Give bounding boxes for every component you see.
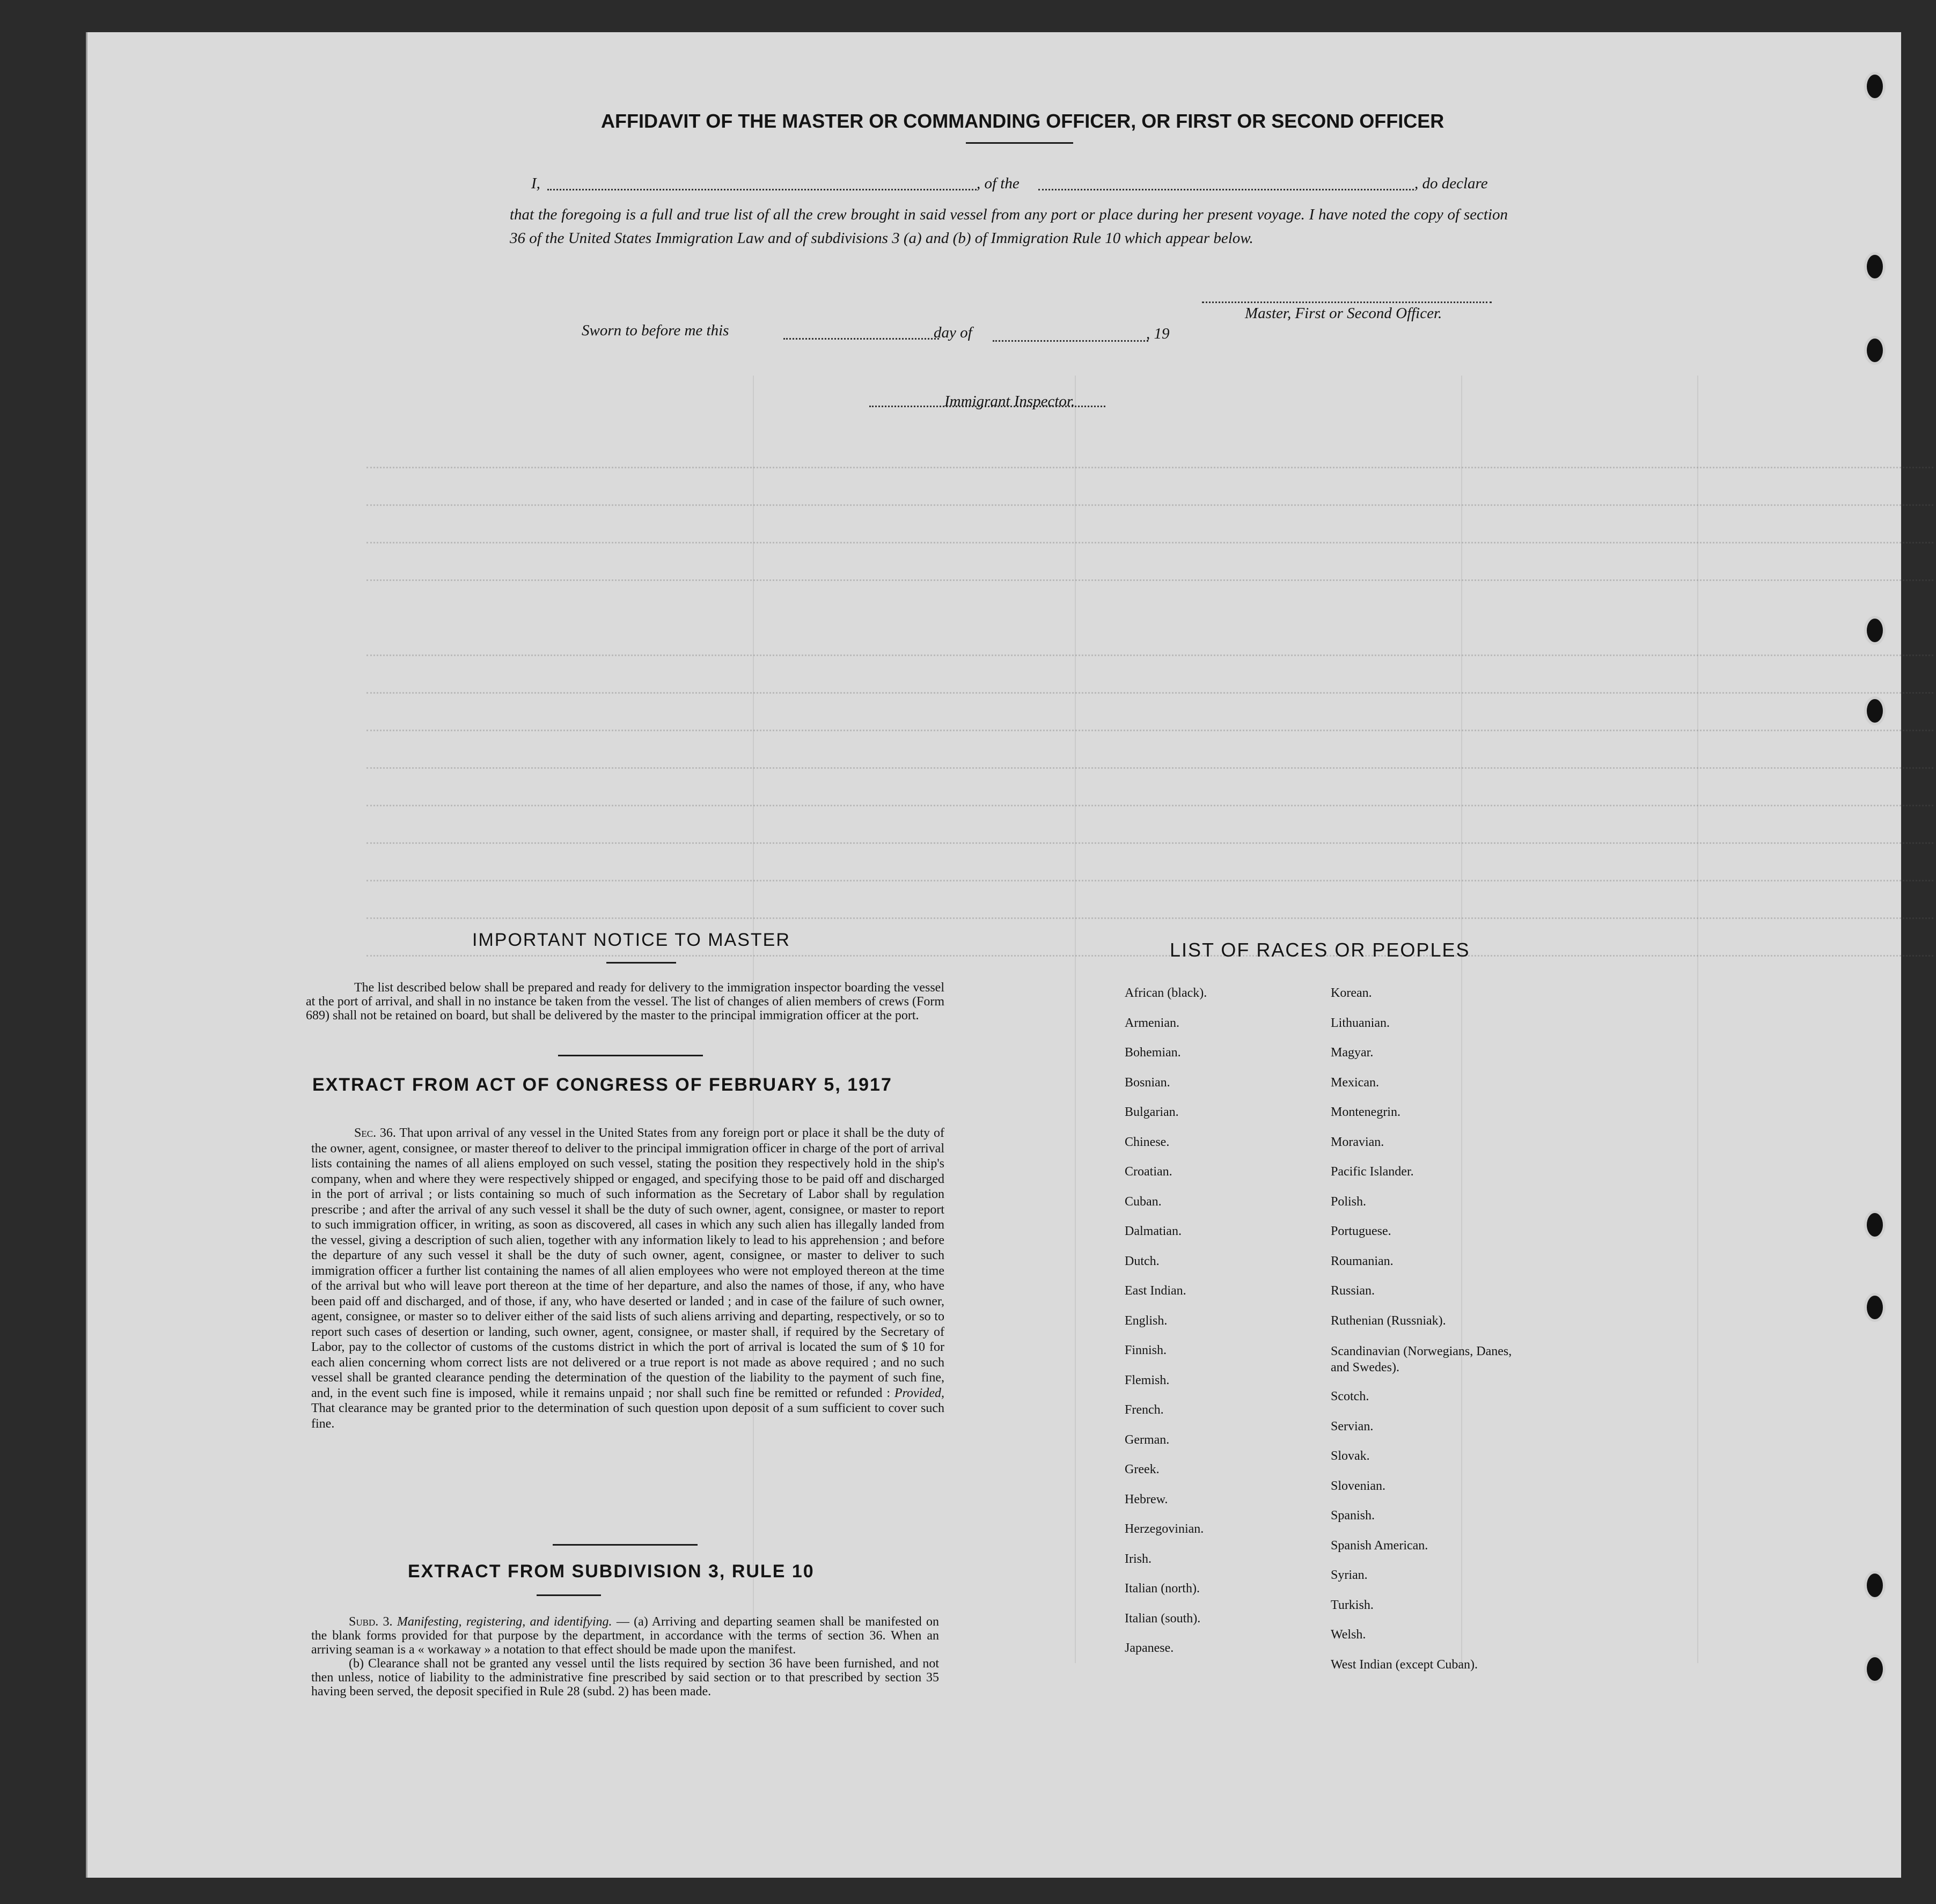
punch-hole (1864, 252, 1886, 281)
race-item: Bohemian. (1125, 1046, 1181, 1060)
bleed-through-row (366, 483, 1933, 506)
race-item: German. (1125, 1433, 1170, 1447)
race-item: Lithuanian. (1331, 1016, 1390, 1030)
name-blank (547, 189, 977, 190)
race-item: Turkish. (1331, 1598, 1374, 1612)
affidavit-title: AFFIDAVIT OF THE MASTER OR COMMANDING OFFICER, OR FIRST OR SECOND OFFICER (601, 110, 1444, 132)
subd-heading: Manifesting, registering, and identifying. (397, 1615, 612, 1629)
bleed-through-column (1697, 376, 1698, 1663)
affidavit-of-the: , of the (977, 175, 1020, 192)
race-item: Russian. (1331, 1284, 1375, 1298)
races-title: LIST OF RACES OR PEOPLES (1170, 939, 1470, 961)
bleed-through-row (366, 896, 1933, 919)
rule-underline (537, 1594, 601, 1596)
master-signature-line (1202, 302, 1492, 303)
notice-divider (558, 1055, 703, 1056)
race-item: Cuban. (1125, 1195, 1162, 1209)
race-item: Herzegovinian. (1125, 1522, 1204, 1536)
bleed-through-row (366, 445, 1933, 468)
sworn-prefix: Sworn to before me this (582, 322, 729, 339)
bleed-through-row (366, 671, 1933, 694)
document-sheet (86, 32, 1901, 1878)
notice-title: IMPORTANT NOTICE TO MASTER (472, 930, 790, 950)
race-item: Scotch. (1331, 1390, 1369, 1403)
bleed-through-row (366, 746, 1933, 769)
race-item: English. (1125, 1314, 1168, 1328)
notice-underline (606, 962, 676, 964)
punch-hole (1864, 336, 1886, 365)
race-item: Moravian. (1331, 1135, 1384, 1149)
act-extract-title: EXTRACT FROM ACT OF CONGRESS OF FEBRUARY 5, 1917 (312, 1075, 892, 1095)
punch-hole (1864, 1655, 1886, 1684)
race-item: Irish. (1125, 1552, 1152, 1566)
section-text: That upon arrival of any vessel in the United States from any foreign port or place it shall be the duty of the owner, agent, consignee, or master thereof to deliver to the principal immigration officer in charge of the port of arrival lists containing the names of all aliens employed on such vessel, stating the position they respectively hold in the ship's company, when and where they were respectively shipped or engaged, and specifying those to be paid off and discharged in the port of arrival ; or lists containing so much of such information as the Secretary of Labor shall by regulation prescribe ; and after the arrival of any such vessel it shall be the duty of such owner, agent, consignee, or master to report to such immigration officer, in writing, as soon as discovered, all cases in which any such alien has illegally landed from the vessel, giving a description of such alien, together with any information likely to lead to his apprehension ; and before the departure of any such vessel it shall be the duty of such owner, agent, consignee, or master to deliver to such immigration officer a further list containing the names of all alien employees who were not employed thereon at the time of the arrival but who will leave port thereon at the time of her departure, and also the names of those, if any, who have been paid off and discharged, and of those, if any, who have deserted or landed ; and in case of the failure of such owner, agent, consignee, or master so to deliver either of the said lists of such aliens arriving and departing, respectively, or so to report such cases of desertion or landing, such owner, agent, consignee, or master shall, if required by the Secretary of Labor, pay to the collector of customs of the customs district in which the port of arrival is located the sum of $ 10 for each alien concerning whom correct lists are not delivered or a true report is not made as above required ; and no such vessel shall be granted clearance pending the determination of the question of the liability to the payment of such fine, and, in the event such fine is imposed, while it remains unpaid ; nor shall such fine be remitted or refunded : (311, 1126, 944, 1400)
bleed-through-row (366, 520, 1933, 543)
race-item: Portuguese. (1331, 1224, 1391, 1238)
race-item: Ruthenian (Russniak). (1331, 1314, 1446, 1328)
race-item: Syrian. (1331, 1568, 1368, 1582)
para-a-text: — (a) Arriving and departing seamen shall be manifested on the blank forms provided for that purpose by the department, in accordance with the terms of section 36. When an arriving seaman is a « workaway » a notation to that effect should be made upon the manifest. (311, 1615, 940, 1657)
bleed-through-row (366, 708, 1933, 731)
race-item: Chinese. (1125, 1135, 1170, 1149)
sworn-year: , 19 (1146, 325, 1170, 342)
master-signature-label: Master, First or Second Officer. (1245, 305, 1442, 322)
sworn-day-of: day of (934, 324, 972, 341)
race-item: Japanese. (1125, 1641, 1174, 1655)
bleed-through-column (1075, 376, 1076, 1663)
race-item: Welsh. (1331, 1628, 1366, 1642)
sworn-month-blank (993, 340, 1148, 342)
race-item: Hebrew. (1125, 1493, 1168, 1506)
subd-label: Subd. 3. (349, 1615, 393, 1629)
race-item: Spanish American. (1331, 1539, 1428, 1553)
race-item: African (black). (1125, 986, 1207, 1000)
affidavit-do-declare: , do declare (1414, 175, 1488, 192)
bleed-through-column (1461, 376, 1462, 1663)
rule-extract-title: EXTRACT FROM SUBDIVISION 3, RULE 10 (408, 1561, 815, 1582)
race-item: Slovak. (1331, 1449, 1370, 1463)
race-item: Roumanian. (1331, 1254, 1394, 1268)
notice-body: The list described below shall be prepared and ready for delivery to the immigration inspector boarding the vessel at the port of arrival, and shall in no instance be taken from the vessel. The list of changes of alien members of crews (Form 689) shall not be retained on board, but shall be delivered by the master to the principal immigration officer at the port. (306, 981, 944, 1023)
race-item: Finnish. (1125, 1343, 1167, 1357)
race-item: Korean. (1331, 986, 1372, 1000)
punch-hole (1864, 1571, 1886, 1600)
race-item: Croatian. (1125, 1165, 1172, 1179)
race-item: Pacific Islander. (1331, 1165, 1414, 1179)
bleed-through-row (366, 633, 1933, 656)
race-item: Flemish. (1125, 1373, 1170, 1387)
race-item: Greek. (1125, 1462, 1160, 1476)
race-item: Bulgarian. (1125, 1105, 1179, 1119)
race-item: Mexican. (1331, 1076, 1379, 1090)
punch-hole (1864, 1210, 1886, 1239)
punch-hole (1864, 616, 1886, 645)
race-item: West Indian (except Cuban). (1331, 1658, 1478, 1672)
punch-hole (1864, 72, 1886, 101)
punch-hole (1864, 1293, 1886, 1322)
rule-para-b: (b) Clearance shall not be granted any vessel until the lists required by section 36 have been furnished, and not then unless, notice of liability to the administrative fine prescribed by said section or to that prescribed by section 35 having been served, the deposit specified in Rule 28 (subd. 2) has been made. (311, 1657, 939, 1699)
inspector-label: Immigrant Inspector. (944, 393, 1075, 410)
act-divider (553, 1544, 698, 1546)
race-item: Italian (south). (1125, 1612, 1201, 1626)
affidavit-statement: that the foregoing is a full and true list of all the crew brought in said vessel from any port or place during her present voyage. I have noted the copy of section 36 of the United States Immigration Law and of subdivisions 3 (a) and (b) of Immigration Rule 10 which appear below. (510, 206, 1508, 247)
race-item: French. (1125, 1403, 1164, 1417)
bleed-through-row (366, 558, 1933, 581)
affidavit-i: I, (531, 175, 540, 192)
punch-hole (1864, 696, 1886, 725)
race-item: East Indian. (1125, 1284, 1186, 1298)
rule-extract-body (311, 1615, 939, 1699)
bleed-through-row (366, 821, 1933, 844)
race-item: Dalmatian. (1125, 1224, 1182, 1238)
race-item: Bosnian. (1125, 1076, 1170, 1090)
provided-label: Provided, (894, 1386, 944, 1400)
title-underline (966, 142, 1073, 144)
race-item: Polish. (1331, 1195, 1367, 1209)
race-item: Scandinavian (Norwegians, Danes, and Swedes). (1331, 1344, 1512, 1374)
provided-text: That clearance may be granted prior to the determination of such question upon deposit of a sum sufficient to cover such fine. (311, 1401, 944, 1431)
race-item: Armenian. (1125, 1016, 1179, 1030)
bleed-through-row (366, 858, 1933, 881)
vessel-blank (1038, 189, 1414, 190)
section-label: Sec. 36. (354, 1126, 396, 1140)
race-item: Servian. (1331, 1420, 1374, 1433)
race-item: Magyar. (1331, 1046, 1374, 1060)
race-item: Dutch. (1125, 1254, 1160, 1268)
race-item: Montenegrin. (1331, 1105, 1400, 1119)
act-extract-body (311, 1126, 944, 1431)
race-item: Spanish. (1331, 1509, 1375, 1523)
race-item: Slovenian. (1331, 1479, 1385, 1493)
bleed-through-row (366, 783, 1933, 806)
race-item: Italian (north). (1125, 1582, 1200, 1596)
rule-para-a (311, 1615, 939, 1657)
sworn-day-blank (783, 338, 939, 340)
